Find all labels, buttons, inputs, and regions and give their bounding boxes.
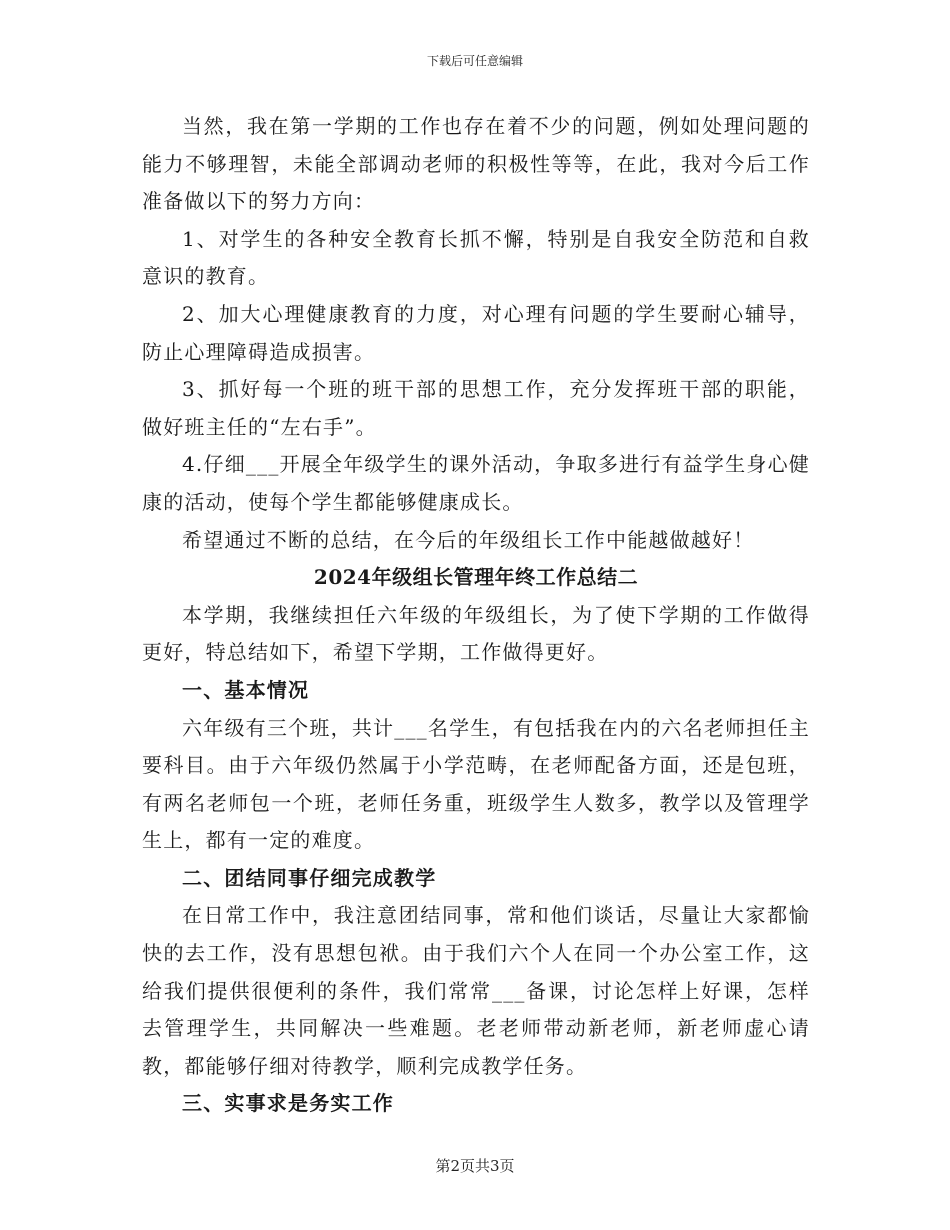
section-heading: 二、团结同事仔细完成教学 bbox=[182, 865, 437, 890]
list-item: 1、对学生的各种安全教育长抓不懈，特别是自我安全防范和自救意识的教育。 bbox=[142, 226, 810, 289]
section-title: 2024年级组长管理年终工作总结二 bbox=[313, 565, 639, 590]
page-header: 下载后可任意编辑 bbox=[426, 54, 523, 68]
paragraph: 希望通过不断的总结，在今后的年级组长工作中能越做越好！ bbox=[182, 527, 755, 552]
page-footer: 第2页共3页 bbox=[435, 1157, 515, 1175]
list-item: 3、抓好每一个班的班干部的思想工作，充分发挥班干部的职能，做好班主任的“左右手”。 bbox=[142, 377, 810, 439]
section-heading: 一、基本情况 bbox=[182, 677, 310, 702]
paragraph: 在日常工作中，我注意团结同事，常和他们谈话，尽量让大家都愉快的去工作，没有思想包袱。由于我们六个人在同一个办公室工作，这给我们提供很便利的条件，我们常常___备课，讨论怎样上好课，怎样去管理学生，共同解决一些难题。老老师带动新老师，新老师虚心请教，都能够仔细对待教学，顺利完成教学任务。 bbox=[142, 903, 810, 1078]
paragraph: 当然，我在第一学期的工作也存在着不少的问题，例如处理问题的能力不够理智，未能全部调动老师的积极性等等，在此，我对今后工作准备做以下的努力方向： bbox=[142, 114, 810, 214]
document-body bbox=[142, 108, 810, 1123]
list-item: 4.仔细___开展全年级学生的课外活动，争取多进行有益学生身心健康的活动，使每个学生都能够健康成长。 bbox=[142, 452, 810, 514]
section-heading: 三、实事求是务实工作 bbox=[182, 1091, 394, 1116]
list-item: 2、加大心理健康教育的力度，对心理有问题的学生要耐心辅导，防止心理障碍造成损害。 bbox=[142, 301, 810, 364]
paragraph: 本学期，我继续担任六年级的年级组长，为了使下学期的工作做得更好，特总结如下，希望下学期，工作做得更好。 bbox=[142, 602, 810, 665]
paragraph: 六年级有三个班，共计___名学生，有包括我在内的六名老师担任主要科目。由于六年级仍然属于小学范畴，在老师配备方面，还是包班，有两名老师包一个班，老师任务重，班级学生人数多，教学以及管理学生上，都有一定的难度。 bbox=[142, 715, 810, 853]
